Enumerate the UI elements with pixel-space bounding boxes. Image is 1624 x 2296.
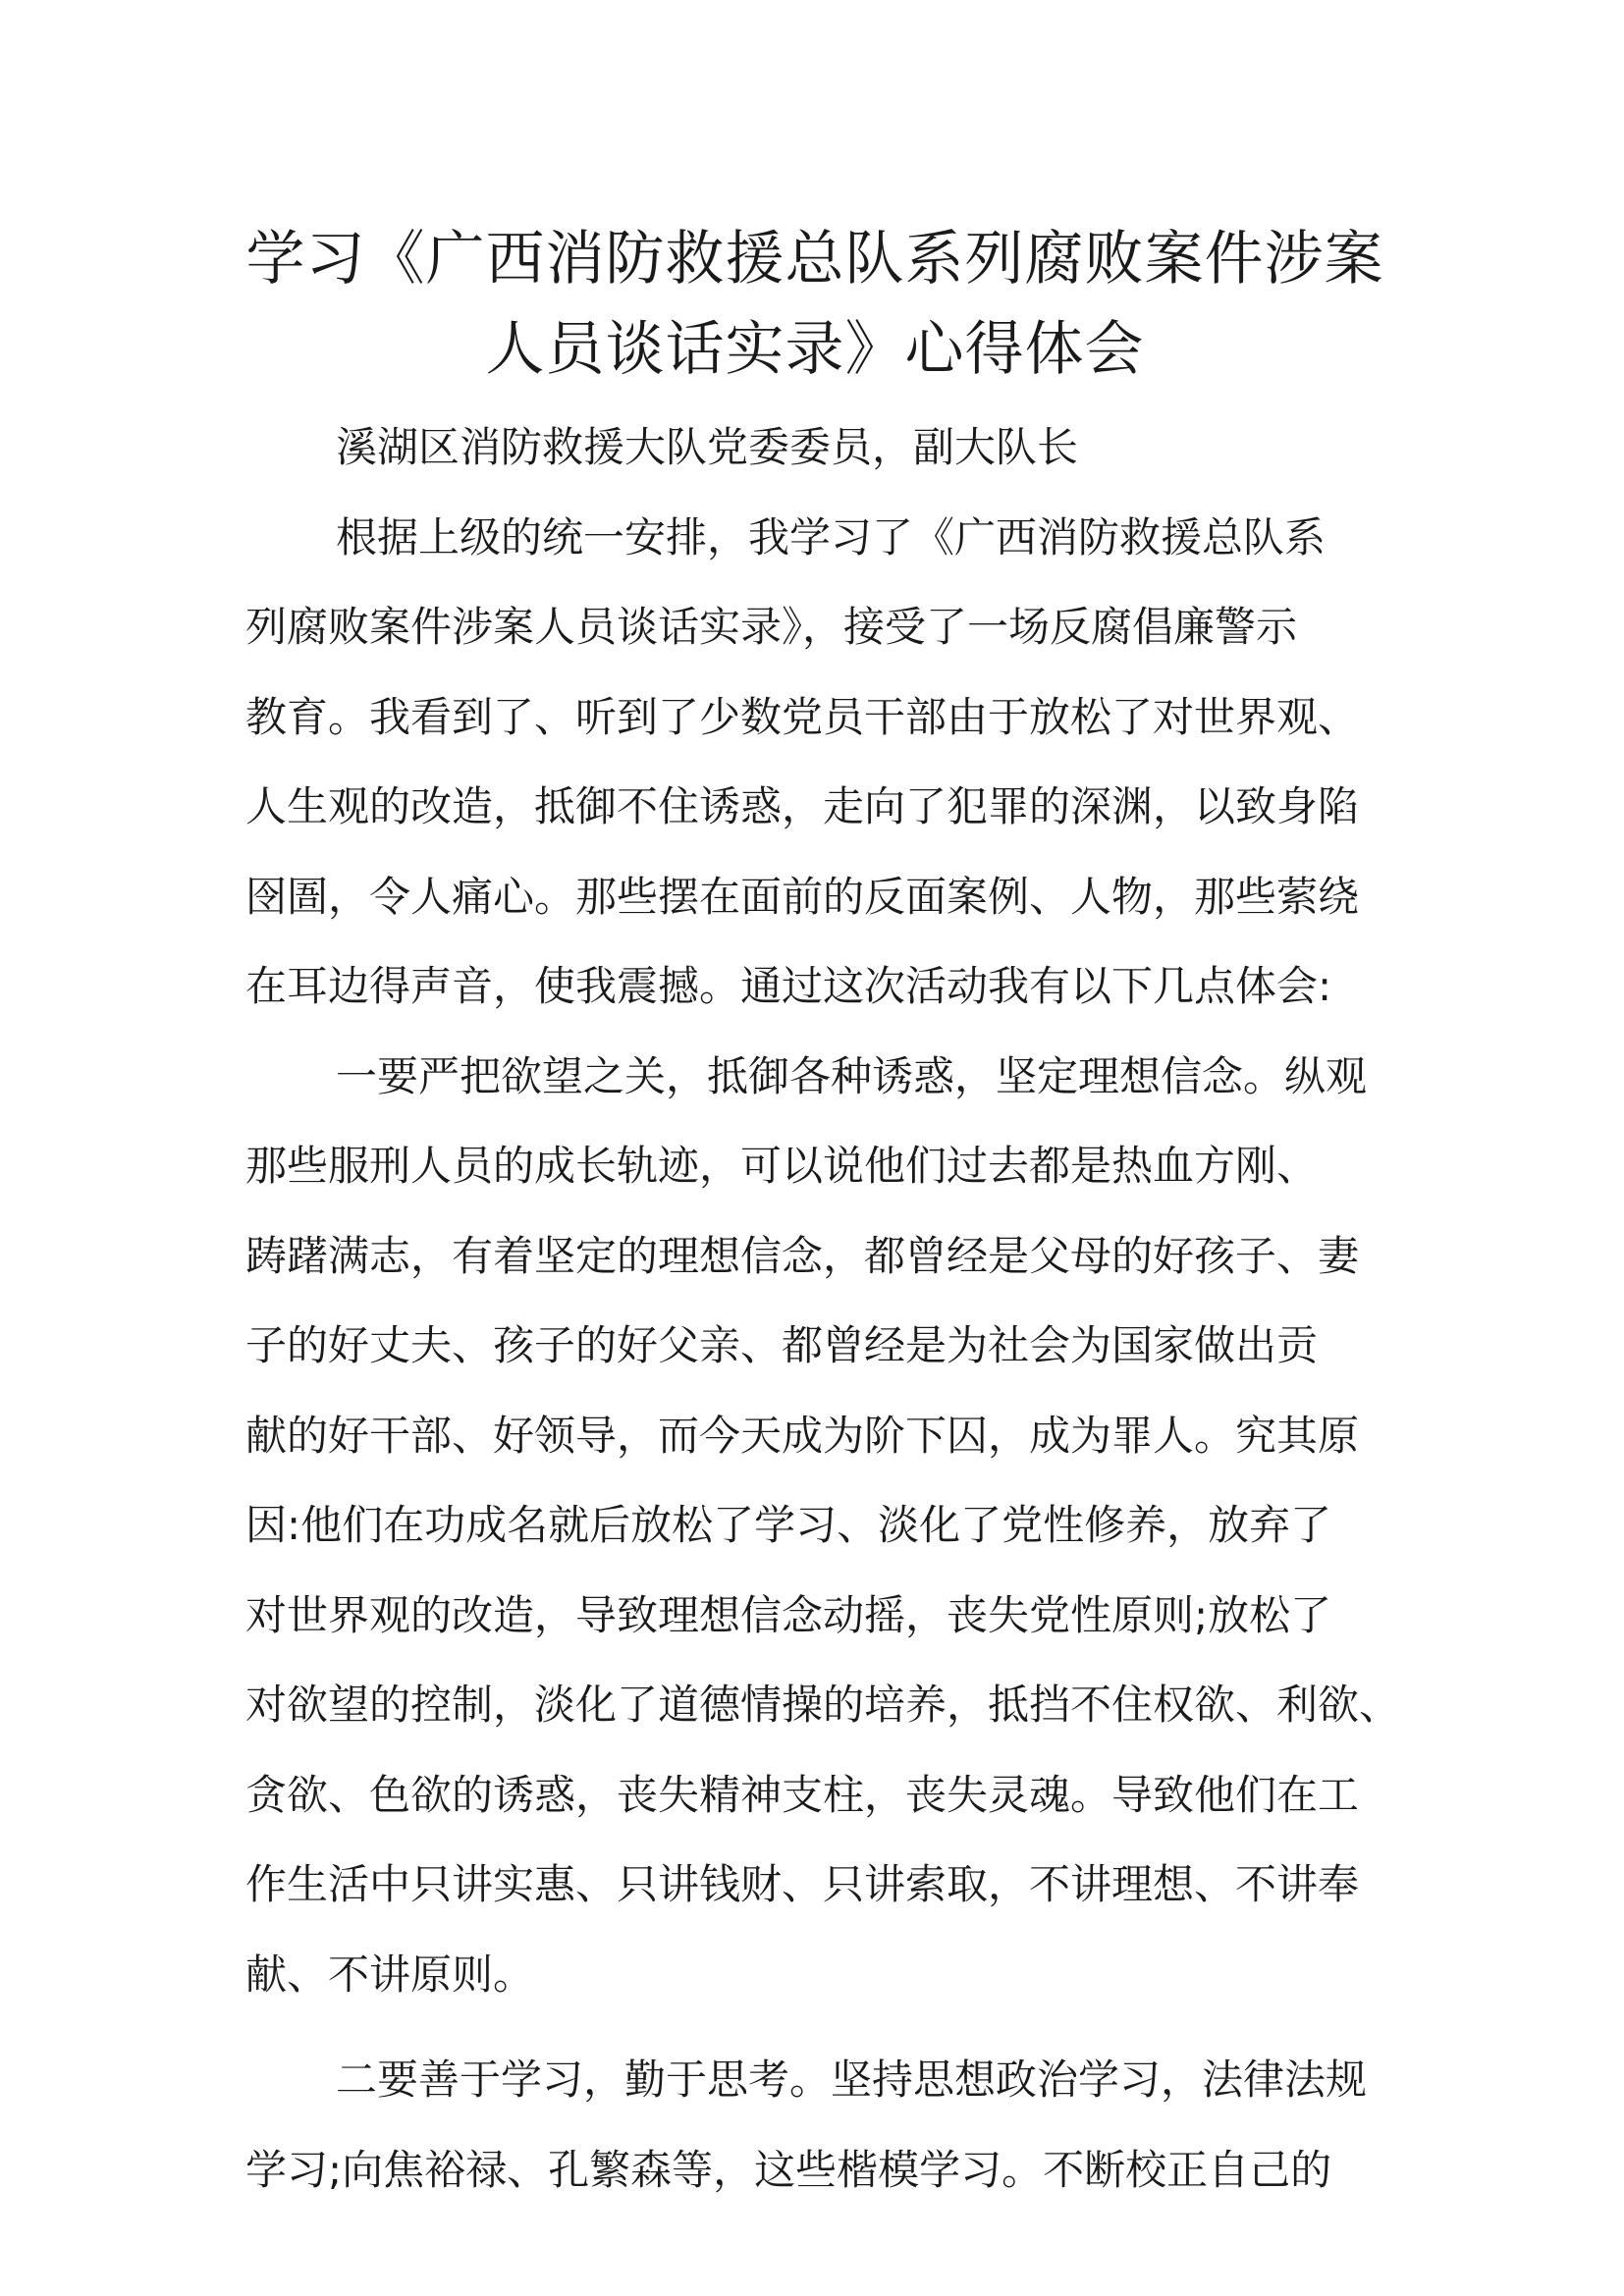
title-line-1: 学习《广西消防救援总队系列腐败案件涉案 [245, 225, 1384, 294]
paragraph-line: 献、不讲原则。 [245, 1949, 535, 1999]
document-title [236, 214, 1394, 395]
paragraph-line: 教育。我看到了、听到了少数党员干部由于放松了对世界观、 [245, 692, 1360, 741]
paragraph-line: 子的好丈夫、孩子的好父亲、都曾经是为社会为国家做出贡 [245, 1321, 1319, 1369]
author-line: 溪湖区消防救援大队党委委员，副大队长 [336, 423, 1079, 471]
paragraph-line: 作生活中只讲实惠、只讲钱财、只讲索取，不讲理想、不讲奉 [245, 1860, 1360, 1908]
paragraph-3 [245, 2035, 1404, 2215]
paragraph-line: 一要严把欲望之关，抵御各种诱惑，坚定理想信念。纵观 [336, 1051, 1368, 1100]
paragraph-line: 人生观的改造，抵御不住诱惑，走向了犯罪的深渊，以致身陷 [245, 782, 1360, 830]
paragraph-line: 那些服刑人员的成长轨迹，可以说他们过去都是热血方刚、 [245, 1142, 1319, 1190]
paragraph-line: 对欲望的控制，淡化了道德情操的培养，抵挡不住权欲、利欲、 [245, 1681, 1401, 1729]
title-line-2: 人员谈话实录》心得体会 [485, 315, 1145, 384]
paragraph-line: 在耳边得声音，使我震撼。通过这次活动我有以下几点体会: [245, 962, 1332, 1010]
paragraph-1 [245, 493, 1404, 1032]
paragraph-line: 踌躇满志，有着坚定的理想信念，都曾经是父母的好孩子、妻 [245, 1231, 1360, 1280]
paragraph-line: 因:他们在功成名就后放松了学习、淡化了党性修养，放弃了 [245, 1501, 1332, 1549]
paragraph-line: 囹圄，令人痛心。那些摆在面前的反面案例、人物，那些萦绕 [245, 872, 1360, 921]
paragraph-spacer [245, 2019, 1404, 2035]
paragraph-line: 贪欲、色欲的诱惑，丧失精神支柱，丧失灵魂。导致他们在工 [245, 1770, 1360, 1819]
paragraph-line: 献的好干部、好领导，而今天成为阶下囚，成为罪人。究其原 [245, 1411, 1360, 1460]
paragraph-2 [245, 1032, 1404, 2020]
paragraph-line: 学习;向焦裕禄、孔繁森等，这些楷模学习。不断校正自己的 [245, 2145, 1332, 2194]
paragraph-line: 二要善于学习，勤于思考。坚持思想政治学习，法律法规 [336, 2056, 1368, 2104]
paragraph-line: 对世界观的改造，导致理想信念动摇，丧失党性原则;放松了 [245, 1590, 1332, 1639]
paragraph-line: 列腐败案件涉案人员谈话实录》，接受了一场反腐倡廉警示 [245, 603, 1298, 651]
document-body [245, 402, 1404, 2215]
paragraph-line: 根据上级的统一安排，我学习了《广西消防救援总队系 [336, 512, 1326, 561]
